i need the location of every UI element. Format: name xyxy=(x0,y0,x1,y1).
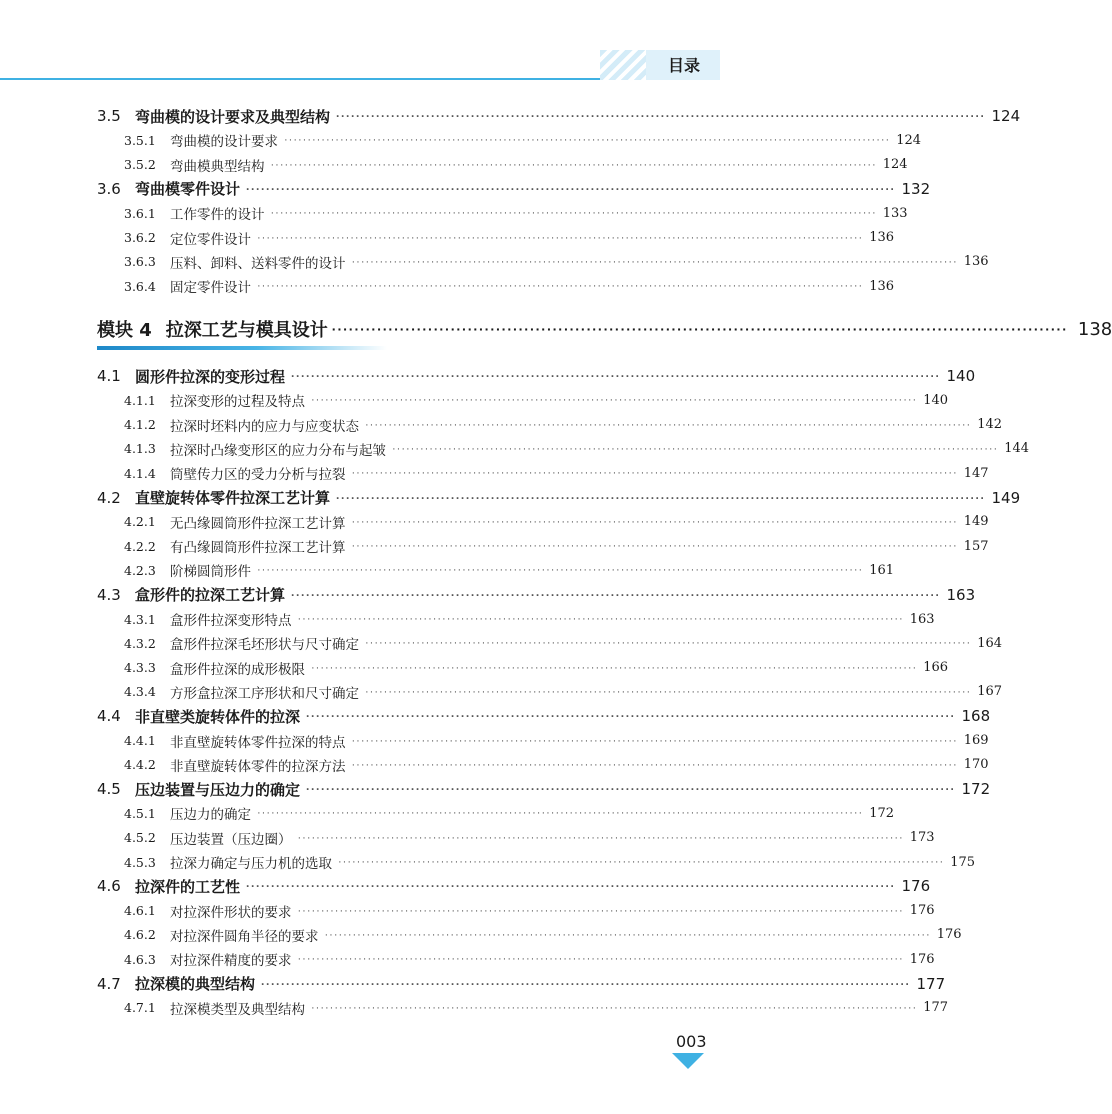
entry-title: 对拉深件精度的要求 xyxy=(170,953,292,970)
dot-leader: ·································································································································· xyxy=(297,904,904,917)
entry-page-number: 163 xyxy=(909,611,935,627)
toc-subsection-entry[interactable] xyxy=(0,656,949,680)
toc-section-entry[interactable] xyxy=(0,583,976,607)
entry-number: 4.7 xyxy=(97,974,121,993)
dot-leader: ·································································································································· xyxy=(246,879,896,894)
dot-leader: ·································································································································· xyxy=(257,231,864,244)
dot-leader: ·································································································································· xyxy=(246,181,896,196)
entry-title: 非直壁旋转体零件拉深的特点 xyxy=(170,734,346,751)
entry-number: 4.6.3 xyxy=(124,951,156,967)
toc-section-entry[interactable] xyxy=(0,177,931,201)
toc-subsection-entry[interactable] xyxy=(0,534,989,558)
page-marker-triangle xyxy=(672,1053,704,1069)
toc-subsection-entry[interactable] xyxy=(0,250,989,274)
toc-subsection-entry[interactable] xyxy=(0,680,1003,704)
entry-title: 弯曲模零件设计 xyxy=(135,180,241,199)
entry-page-number: 124 xyxy=(991,107,1021,125)
entry-title: 对拉深件形状的要求 xyxy=(170,904,292,921)
toc-subsection-entry[interactable] xyxy=(0,413,1003,437)
entry-number: 4.5.1 xyxy=(124,805,156,821)
toc-section-entry[interactable] xyxy=(0,104,1021,128)
entry-page-number: 124 xyxy=(896,132,922,148)
toc-subsection-entry[interactable] xyxy=(0,947,935,971)
toc-section-entry[interactable] xyxy=(0,874,931,898)
toc-section-entry[interactable] xyxy=(0,972,946,996)
entry-number: 4.3 xyxy=(97,585,121,604)
toc-section-entry[interactable] xyxy=(0,704,991,728)
entry-page-number: 157 xyxy=(963,538,989,554)
entry-number: 3.6.3 xyxy=(124,254,156,270)
toc-subsection-entry[interactable] xyxy=(0,631,1003,655)
entry-number: 3.6.2 xyxy=(124,230,156,245)
entry-title: 拉深时凸缘变形区的应力分布与起皱 xyxy=(170,442,386,459)
entry-number: 3.5 xyxy=(97,107,121,125)
toc-subsection-entry[interactable] xyxy=(0,801,895,825)
entry-number: 4.3.4 xyxy=(124,684,156,700)
entry-title: 拉深模的典型结构 xyxy=(135,975,256,993)
dot-leader: ·································································································································· xyxy=(365,637,972,650)
entry-title: 压边装置（压边圈） xyxy=(170,831,292,848)
toc-section-entry[interactable] xyxy=(0,486,1021,510)
entry-page-number: 176 xyxy=(936,927,962,943)
entry-page-number: 140 xyxy=(923,392,949,408)
dot-leader: ·································································································································· xyxy=(324,928,931,941)
entry-page-number: 164 xyxy=(977,635,1003,651)
dot-leader: ·································································································································· xyxy=(392,442,999,455)
entry-page-number: 173 xyxy=(909,830,935,846)
toc-subsection-entry[interactable] xyxy=(0,729,989,753)
toc-section-entry[interactable] xyxy=(0,777,991,801)
entry-page-number: 177 xyxy=(923,1000,949,1016)
entry-title: 有凸缘圆筒形件拉深工艺计算 xyxy=(170,540,346,557)
toc-subsection-entry[interactable] xyxy=(0,153,908,177)
entry-title: 拉深件的工艺性 xyxy=(135,877,241,896)
entry-title: 盒形件拉深毛坯形状与尺寸确定 xyxy=(170,637,359,654)
dot-leader: ·································································································································· xyxy=(365,685,972,698)
dot-leader: ·································································································································· xyxy=(297,613,904,625)
dot-leader: ·································································································································· xyxy=(306,782,956,797)
toc-subsection-entry[interactable] xyxy=(0,850,976,874)
dot-leader: ·································································································································· xyxy=(291,369,941,383)
dot-leader: ·································································································································· xyxy=(291,587,941,602)
entry-number: 4.7.1 xyxy=(124,1000,156,1016)
dot-leader: ·································································································································· xyxy=(365,418,972,431)
dot-leader: ·································································································································· xyxy=(311,394,918,407)
dot-leader: ·································································································································· xyxy=(306,709,956,724)
entry-number: 4.2.1 xyxy=(124,514,156,530)
dot-leader: ·································································································································· xyxy=(257,564,864,577)
page-number: 003 xyxy=(676,1032,707,1051)
entry-number: 4.2.2 xyxy=(124,538,156,554)
dot-leader: ·································································································································· xyxy=(336,490,986,505)
toc-subsection-entry[interactable] xyxy=(0,201,908,225)
entry-number: 4.3.2 xyxy=(124,635,156,651)
entry-number: 4.4.2 xyxy=(124,757,156,773)
entry-title: 弯曲模的设计要求 xyxy=(170,134,278,151)
entry-number: 4.6 xyxy=(97,877,121,896)
entry-number: 4.4.1 xyxy=(124,733,156,748)
entry-number: 4.3.3 xyxy=(124,660,156,676)
entry-page-number: 124 xyxy=(882,157,908,173)
module-page-number: 138 xyxy=(1077,318,1112,340)
entry-number: 4.1.4 xyxy=(124,465,156,481)
entry-title: 非直壁旋转体零件的拉深方法 xyxy=(170,758,346,775)
entry-page-number: 169 xyxy=(963,733,989,748)
entry-title: 无凸缘圆筒形件拉深工艺计算 xyxy=(170,515,346,532)
dot-leader: ·································································································································· xyxy=(297,953,904,966)
entry-number: 4.6.1 xyxy=(124,903,156,919)
entry-page-number: 177 xyxy=(916,974,946,993)
entry-title: 阶梯圆筒形件 xyxy=(170,564,251,581)
entry-page-number: 136 xyxy=(869,230,895,245)
entry-number: 4.1.3 xyxy=(124,441,156,457)
entry-title: 直壁旋转体零件拉深工艺计算 xyxy=(135,489,331,507)
dot-leader: ·································································································································· xyxy=(351,734,958,747)
dot-leader: ·································································································································· xyxy=(338,856,945,868)
module-title: 拉深工艺与模具设计 xyxy=(165,320,328,341)
dot-leader: ·································································································································· xyxy=(297,831,904,844)
module-underline xyxy=(97,346,387,350)
entry-page-number: 163 xyxy=(946,585,976,604)
entry-number: 4.5.2 xyxy=(124,830,156,846)
entry-page-number: 176 xyxy=(909,951,935,967)
entry-title: 盒形件拉深的成形极限 xyxy=(170,661,305,678)
dot-leader: ·································································································································· xyxy=(331,321,1068,337)
toc-subsection-entry[interactable] xyxy=(0,226,895,250)
entry-title: 盒形件拉深变形特点 xyxy=(170,613,292,629)
dot-leader: ·································································································································· xyxy=(311,1001,918,1014)
toc-subsection-entry[interactable] xyxy=(0,753,989,777)
dot-leader: ·································································································································· xyxy=(284,134,891,147)
dot-leader: ·································································································································· xyxy=(270,158,877,171)
entry-page-number: 167 xyxy=(977,684,1003,700)
entry-page-number: 144 xyxy=(1004,441,1030,457)
entry-title: 工作零件的设计 xyxy=(170,207,265,224)
entry-number: 4.5.3 xyxy=(124,854,156,870)
entry-title: 对拉深件圆角半径的要求 xyxy=(170,928,319,945)
entry-page-number: 176 xyxy=(901,877,931,896)
entry-number: 4.1 xyxy=(97,367,121,385)
entry-number: 4.5 xyxy=(97,780,121,799)
entry-number: 3.5.1 xyxy=(124,132,156,148)
dot-leader: ·································································································································· xyxy=(261,976,911,991)
entry-number: 4.6.2 xyxy=(124,927,156,943)
dot-leader: ·································································································································· xyxy=(270,207,877,220)
entry-title: 压料、卸料、送料零件的设计 xyxy=(170,255,346,272)
entry-title: 拉深力确定与压力机的选取 xyxy=(170,856,332,872)
entry-title: 压边装置与压边力的确定 xyxy=(135,780,301,799)
entry-title: 拉深时坯料内的应力与应变状态 xyxy=(170,418,359,435)
dot-leader: ·································································································································· xyxy=(257,807,864,820)
entry-page-number: 168 xyxy=(961,707,991,726)
toc-subsection-entry[interactable] xyxy=(0,558,895,582)
entry-number: 4.4 xyxy=(97,707,121,726)
entry-title: 定位零件设计 xyxy=(170,231,251,248)
entry-page-number: 149 xyxy=(991,488,1021,507)
entry-page-number: 140 xyxy=(946,367,976,385)
entry-number: 3.6.4 xyxy=(124,278,156,294)
entry-number: 3.6.1 xyxy=(124,205,156,221)
toc-subsection-entry[interactable] xyxy=(0,607,935,631)
entry-number: 4.1.1 xyxy=(124,392,156,408)
toc-subsection-entry[interactable] xyxy=(0,128,922,152)
entry-number: 4.3.1 xyxy=(124,611,156,627)
entry-page-number: 147 xyxy=(963,465,989,481)
toc-subsection-entry[interactable] xyxy=(0,996,949,1020)
entry-number: 3.5.2 xyxy=(124,157,156,173)
dot-leader: ·································································································································· xyxy=(351,515,958,528)
page-title: 目录 xyxy=(667,56,700,75)
module-heading[interactable] xyxy=(0,314,1112,344)
toc-subsection-entry[interactable] xyxy=(0,461,989,485)
toc-subsection-entry[interactable] xyxy=(0,899,935,923)
toc-subsection-entry[interactable] xyxy=(0,826,935,850)
entry-page-number: 149 xyxy=(963,514,989,530)
entry-number: 4.2 xyxy=(97,488,121,507)
entry-title: 非直壁类旋转体件的拉深 xyxy=(135,707,301,726)
dot-leader: ·································································································································· xyxy=(351,758,958,771)
entry-page-number: 132 xyxy=(901,179,931,198)
entry-title: 弯曲模典型结构 xyxy=(170,158,265,175)
entry-title: 盒形件的拉深工艺计算 xyxy=(135,586,286,605)
entry-page-number: 136 xyxy=(869,278,895,294)
entry-page-number: 161 xyxy=(869,562,895,578)
entry-number: 3.6 xyxy=(97,179,121,198)
toc-subsection-entry[interactable] xyxy=(0,437,1030,461)
entry-page-number: 142 xyxy=(977,417,1003,433)
entry-page-number: 136 xyxy=(963,254,989,270)
dot-leader: ·································································································································· xyxy=(351,255,958,268)
dot-leader: ·································································································································· xyxy=(351,467,958,480)
entry-number: 4.2.3 xyxy=(124,562,156,578)
entry-title: 拉深变形的过程及特点 xyxy=(170,394,305,411)
entry-page-number: 170 xyxy=(963,757,989,773)
header-tab-decoration xyxy=(600,50,720,80)
entry-number: 4.1.2 xyxy=(124,417,156,433)
entry-title: 拉深模类型及典型结构 xyxy=(170,1001,305,1018)
entry-page-number: 166 xyxy=(923,660,949,676)
toc-subsection-entry[interactable] xyxy=(0,388,949,412)
entry-page-number: 172 xyxy=(961,780,991,799)
entry-title: 压边力的确定 xyxy=(170,807,251,824)
entry-page-number: 176 xyxy=(909,903,935,919)
toc-subsection-entry[interactable] xyxy=(0,274,895,298)
entry-title: 固定零件设计 xyxy=(170,280,251,297)
toc-subsection-entry[interactable] xyxy=(0,510,989,534)
dot-leader: ·································································································································· xyxy=(257,280,864,293)
toc-section-entry[interactable] xyxy=(0,364,976,388)
entry-title: 筒壁传力区的受力分析与拉裂 xyxy=(170,467,346,484)
module-number: 模块 4 xyxy=(97,320,152,341)
entry-title: 方形盒拉深工序形状和尺寸确定 xyxy=(170,685,359,702)
entry-page-number: 172 xyxy=(869,805,895,821)
entry-page-number: 133 xyxy=(882,205,908,221)
dot-leader: ·································································································································· xyxy=(336,109,986,123)
dot-leader: ·································································································································· xyxy=(311,661,918,674)
entry-title: 圆形件拉深的变形过程 xyxy=(135,367,286,386)
toc-subsection-entry[interactable] xyxy=(0,923,962,947)
entry-title: 弯曲模的设计要求及典型结构 xyxy=(135,107,331,126)
entry-page-number: 175 xyxy=(950,854,976,870)
dot-leader: ·································································································································· xyxy=(351,540,958,553)
